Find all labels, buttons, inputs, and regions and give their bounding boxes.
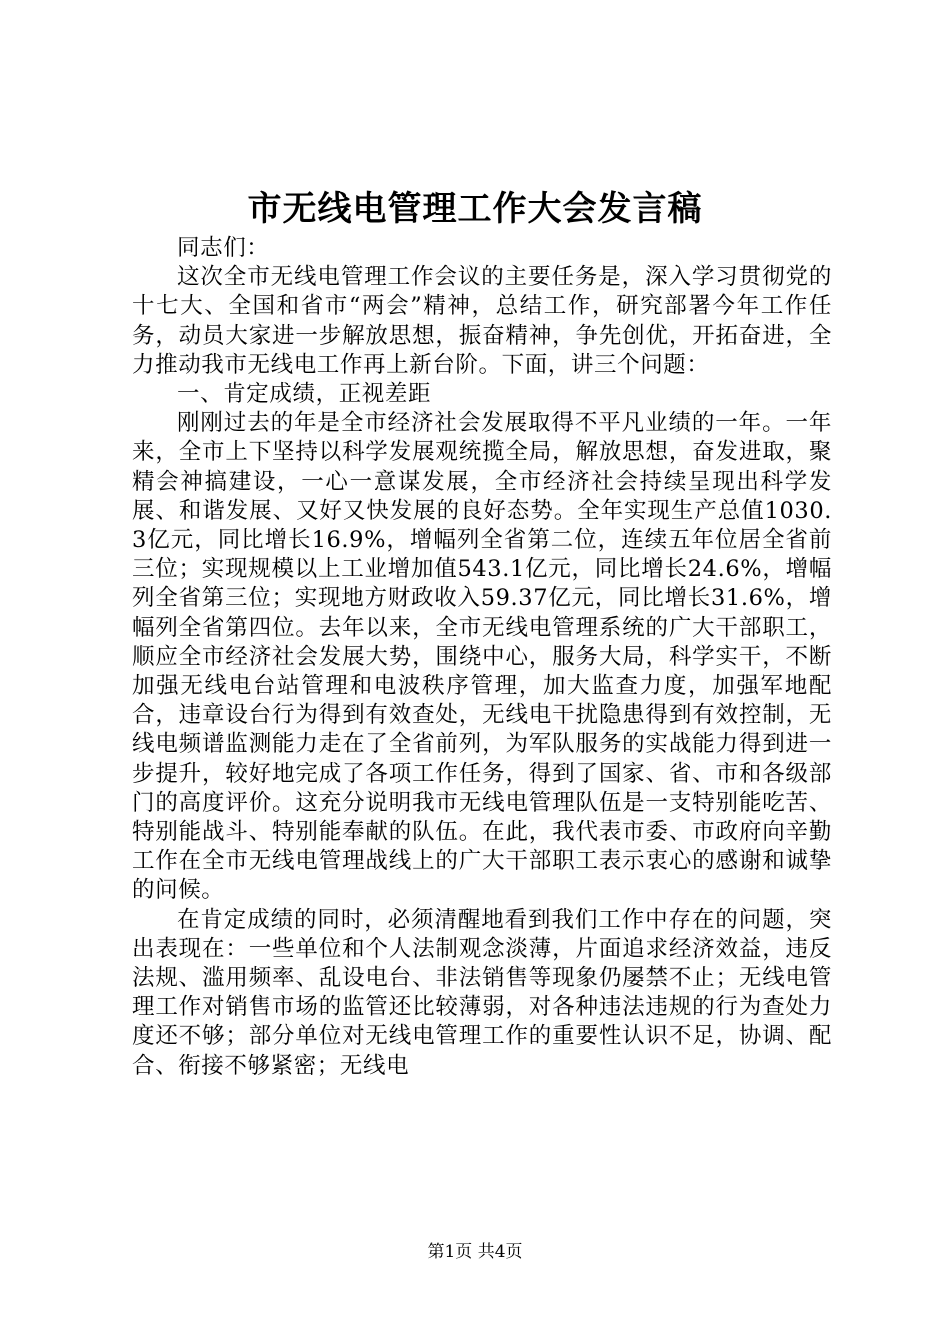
paragraph-intro: 这次全市无线电管理工作会议的主要任务是，深入学习贯彻党的十七大、全国和省市“两会”精神，总结工作，研究部署今年工作任务，动员大家进一步解放思想，振奋精神，争先创优，开拓奋进，全力推动我市无线电工作再上新台阶。下面，讲三个问题： <box>132 264 832 378</box>
document-title: 市无线电管理工作大会发言稿 <box>247 189 703 229</box>
paragraph-problems: 在肯定成绩的同时，必须清醒地看到我们工作中存在的问题，突出表现在：一些单位和个人法制观念淡薄，片面追求经济效益，违反法规、滥用频率、乱设电台、非法销售等现象仍屡禁不止；无线电管理工作对销售市场的监管还比较薄弱，对各种违法违规的行为查处力度还不够；部分单位对无线电管理工作的重要性认识不足，协调、配合、衔接不够紧密；无线电 <box>132 906 832 1079</box>
document-body <box>132 234 832 1081</box>
paragraph-achievements: 刚刚过去的年是全市经济社会发展取得不平凡业绩的一年。一年来，全市上下坚持以科学发展观统揽全局，解放思想，奋发进取，聚精会神搞建设，一心一意谋发展，全市经济社会持续呈现出科学发展、和谐发展、又好又快发展的良好态势。全年实现生产总值1030.3亿元，同比增长16.9%，增幅列全省第二位，连续五年位居全省前三位；实现规模以上工业增加值543.1亿元，同比增长24.6%，增幅列全省第三位；实现地方财政收入59.37亿元，同比增长31.6%，增幅列全省第四位。去年以来，全市无线电管理系统的广大干部职工，顺应全市经济社会发展大势，围绕中心，服务大局，科学实干，不断加强无线电台站管理和电波秩序管理，加大监查力度，加强军地配合，违章设台行为得到有效查处，无线电干扰隐患得到有效控制，无线电频谱监测能力走在了全省前列，为军队服务的实战能力得到进一步提升，较好地完成了各项工作任务，得到了国家、省、市和各级部门的高度评价。这充分说明我市无线电管理队伍是一支特别能吃苦、特别能战斗、特别能奉献的队伍。在此，我代表市委、市政府向辛勤工作在全市无线电管理战线上的广大干部职工表示衷心的感谢和诚挚的问候。 <box>132 410 832 904</box>
page-footer: 第1页 共4页 <box>427 1242 523 1262</box>
salutation: 同志们： <box>177 235 270 261</box>
section-heading: 一、肯定成绩，正视差距 <box>177 381 432 408</box>
